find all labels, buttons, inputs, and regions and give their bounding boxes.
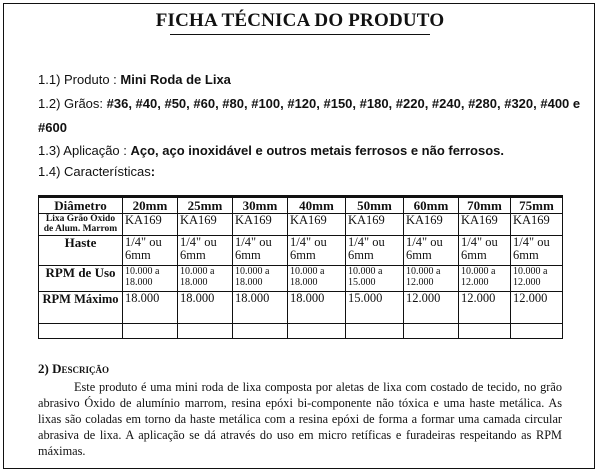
table-cell: 10.000 a 12.000 <box>404 266 459 292</box>
header-col: 30mm <box>233 197 288 214</box>
table-cell-empty <box>123 324 178 339</box>
table-cell: 10.000 a 18.000 <box>123 266 178 292</box>
table-cell: 18.000 <box>178 292 233 324</box>
table-cell: 1/4" ou 6mm <box>346 236 404 266</box>
table-cell: 12.000 <box>511 292 563 324</box>
table-cell: KA169 <box>123 214 178 236</box>
table-cell: KA169 <box>288 214 346 236</box>
table-cell: 1/4" ou 6mm <box>123 236 178 266</box>
header-col: 40mm <box>288 197 346 214</box>
header-col: 25mm <box>178 197 233 214</box>
table-cell: 1/4" ou 6mm <box>288 236 346 266</box>
produto-label: 1.1) Produto : <box>38 72 121 87</box>
table-cell: 1/4" ou 6mm <box>178 236 233 266</box>
table-cell: 12.000 <box>404 292 459 324</box>
table-cell: 10.000 a 18.000 <box>233 266 288 292</box>
table-row <box>39 236 563 266</box>
table-cell: 10.000 a 18.000 <box>288 266 346 292</box>
table-cell: 1/4" ou 6mm <box>404 236 459 266</box>
table-cell: 10.000 a 12.000 <box>511 266 563 292</box>
page-title: FICHA TÉCNICA DO PRODUTO <box>155 10 445 31</box>
table-cell: 1/4" ou 6mm <box>511 236 563 266</box>
header-col: 50mm <box>346 197 404 214</box>
header-col: 75mm <box>511 197 563 214</box>
descricao-text: Este produto é uma mini roda de lixa composta por aletas de lixa com costado de tecido, no grão abrasivo Óxido de alumínio marrom, resina epóxi bi-componente não tóxica e uma haste metálica. As lixas são coladas em torno da haste metálica com a resina epóxi de forma a formar uma camada circular abrasiva de lixa. A aplicação se dá através do uso em micro retíficas e furadeiras respeitando as RPM máximas. <box>38 380 562 458</box>
table-row <box>39 214 563 236</box>
table-cell-empty <box>404 324 459 339</box>
table-cell: 18.000 <box>233 292 288 324</box>
caracteristicas-line <box>38 164 155 180</box>
table-cell: KA169 <box>178 214 233 236</box>
table-cell-empty <box>178 324 233 339</box>
aplicacao-label: 1.3) Aplicação : <box>38 143 131 158</box>
row-label-lixa: Lixa Grão Óxido de Alum. Marrom <box>39 214 123 236</box>
produto-line <box>38 72 231 88</box>
graos-label: 1.2) Grãos: <box>38 96 107 111</box>
table-row <box>39 266 563 292</box>
table-cell: KA169 <box>459 214 511 236</box>
table-cell: 10.000 a 12.000 <box>459 266 511 292</box>
table-cell-empty <box>288 324 346 339</box>
table-cell: 1/4" ou 6mm <box>459 236 511 266</box>
produto-value: Mini Roda de Lixa <box>120 72 231 87</box>
table-cell-empty <box>459 324 511 339</box>
graos-line-2 <box>38 120 67 136</box>
table-cell: 18.000 <box>123 292 178 324</box>
graos-value: #36, #40, #50, #60, #80, #100, #120, #150, #180, #220, #240, #280, #320, #400 e <box>106 96 581 111</box>
table-header-row <box>39 197 563 214</box>
spec-table <box>38 195 563 339</box>
row-label-haste: Haste <box>39 236 123 266</box>
table-cell: 10.000 a 18.000 <box>178 266 233 292</box>
table-cell: 12.000 <box>459 292 511 324</box>
table-cell-empty <box>511 324 563 339</box>
row-label-rpm-max: RPM Máximo <box>39 292 123 324</box>
table-cell: KA169 <box>233 214 288 236</box>
table-cell-empty <box>346 324 404 339</box>
row-label-rpm-uso: RPM de Uso <box>39 266 123 292</box>
header-col: 20mm <box>123 197 178 214</box>
title-underline <box>170 34 430 35</box>
header-diametro: Diâmetro <box>39 197 123 214</box>
header-col: 60mm <box>404 197 459 214</box>
header-col: 70mm <box>459 197 511 214</box>
caracteristicas-label: 1.4) Características <box>38 164 151 179</box>
table-row <box>39 292 563 324</box>
aplicacao-value: Aço, aço inoxidável e outros metais ferrosos e não ferrosos. <box>130 143 505 158</box>
table-cell: KA169 <box>346 214 404 236</box>
aplicacao-line <box>38 143 504 159</box>
graos-value-cont: #600 <box>38 120 67 135</box>
table-cell: KA169 <box>404 214 459 236</box>
table-empty-row <box>39 324 563 339</box>
table-cell: 18.000 <box>288 292 346 324</box>
table-cell: KA169 <box>511 214 563 236</box>
table-cell: 15.000 <box>346 292 404 324</box>
table-cell-empty <box>39 324 123 339</box>
graos-line <box>38 96 580 112</box>
table-cell-empty <box>233 324 288 339</box>
table-cell: 10.000 a 15.000 <box>346 266 404 292</box>
table-cell: 1/4" ou 6mm <box>233 236 288 266</box>
descricao-heading: 2) Descrição <box>38 361 109 376</box>
caracteristicas-colon: : <box>150 164 156 179</box>
